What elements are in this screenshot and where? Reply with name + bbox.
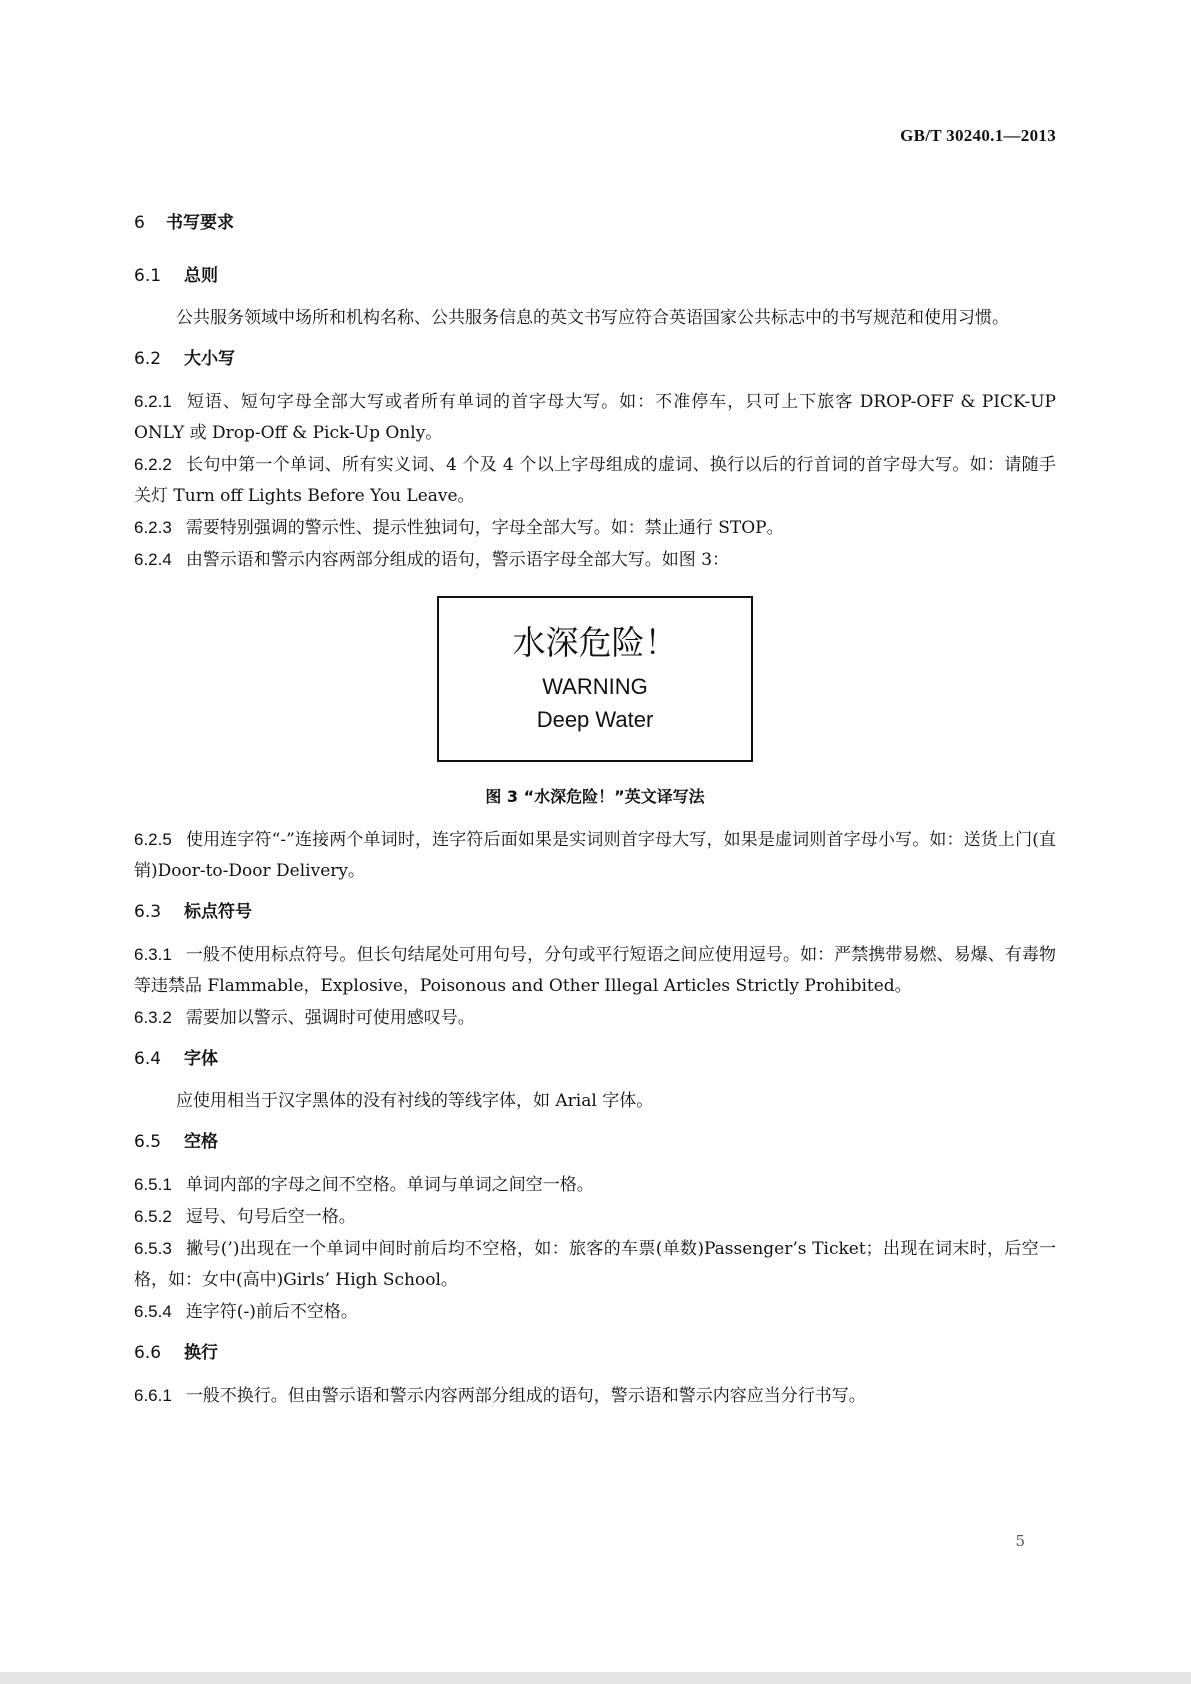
section-6-3-heading [134, 899, 1056, 925]
clause-6-2-3 [134, 512, 1056, 544]
section-number: 6.2 [134, 349, 162, 369]
clause-text: 单词内部的字母之间不空格。单词与单词之间空一格。 [185, 1175, 594, 1195]
clause-6-2-4 [134, 544, 1056, 576]
section-number: 6.4 [134, 1049, 162, 1069]
clause-6-2-2 [134, 449, 1056, 512]
section-6-5-heading [134, 1129, 1056, 1155]
section-number: 6.6 [134, 1343, 162, 1363]
clause-text: 需要特别强调的警示性、提示性独词句，字母全部大写。如：禁止通行 STOP。 [185, 518, 784, 538]
sign-warning-text: WARNING [542, 674, 648, 699]
section-6-heading [134, 210, 1056, 236]
clause-number: 6.2.4 [134, 550, 172, 569]
page-number: 5 [1015, 1532, 1025, 1550]
paragraph-6-4: 应使用相当于汉字黑体的没有衬线的等线字体，如 Arial 字体。 [176, 1091, 654, 1111]
clause-number: 6.3.1 [134, 945, 172, 964]
section-6-6-heading [134, 1340, 1056, 1366]
clause-text: 长句中第一个单词、所有实义词、4 个及 4 个以上字母组成的虚词、换行以后的行首词的首字母大写。如：请随手关灯 Turn off Lights Before You Leave。 [134, 455, 1056, 506]
section-6-1-heading [134, 263, 1056, 289]
clause-6-2-1 [134, 386, 1056, 449]
clause-number: 6.2.5 [134, 830, 172, 849]
section-title: 书写要求 [166, 213, 234, 233]
page-bottom-edge [0, 1672, 1191, 1684]
clause-number: 6.2.3 [134, 518, 172, 537]
clause-6-5-3 [134, 1233, 1056, 1296]
clause-number: 6.6.1 [134, 1386, 172, 1405]
warning-sign-figure [437, 596, 753, 762]
section-title: 大小写 [184, 349, 235, 369]
document-body [134, 210, 1056, 1412]
clause-number: 6.5.1 [134, 1175, 172, 1194]
clause-text: 使用连字符“-”连接两个单词时，连字符后面如果是实词则首字母大写，如果是虚词则首字母小写。如：送货上门(直销)Door-to-Door Delivery。 [134, 830, 1056, 881]
clause-text: 逗号、句号后空一格。 [185, 1207, 356, 1227]
sign-content-text: Deep Water [536, 707, 654, 732]
clause-6-6-1 [134, 1380, 1056, 1412]
clause-text: 由警示语和警示内容两部分组成的语句，警示语字母全部大写。如图 3： [185, 550, 730, 570]
clause-6-3-1 [134, 939, 1056, 1002]
section-6-2-heading [134, 346, 1056, 372]
figure-caption: 图 3 “水深危险！”英文译写法 [485, 787, 705, 806]
clause-number: 6.2.2 [134, 455, 172, 474]
section-6-4-heading [134, 1046, 1056, 1072]
clause-text: 一般不使用标点符号。但长句结尾处可用句号，分句或平行短语之间应使用逗号。如：严禁携带易燃、易爆、有毒物等违禁品 Flammable，Explosive，Poisonous and Other Illegal Articles Strictly Prohibited。 [134, 945, 1056, 996]
clause-6-3-2 [134, 1002, 1056, 1034]
standard-code: GB/T 30240.1—2013 [900, 126, 1056, 145]
clause-number: 6.2.1 [134, 392, 172, 411]
section-title: 标点符号 [184, 902, 252, 922]
section-number: 6 [134, 213, 145, 233]
clause-6-5-1 [134, 1169, 1056, 1201]
section-number: 6.1 [134, 266, 162, 286]
clause-6-5-4 [134, 1296, 1056, 1328]
sign-chinese-text: 水深危险！ [512, 623, 678, 662]
clause-6-2-5 [134, 824, 1056, 887]
clause-number: 6.3.2 [134, 1008, 172, 1027]
clause-text: 短语、短句字母全部大写或者所有单词的首字母大写。如：不准停车，只可上下旅客 DROP-OFF & PICK-UP ONLY 或 Drop-Off & Pick-Up Only。 [134, 392, 1056, 443]
clause-number: 6.5.2 [134, 1207, 172, 1226]
section-title: 空格 [184, 1132, 218, 1152]
clause-text: 一般不换行。但由警示语和警示内容两部分组成的语句，警示语和警示内容应当分行书写。 [185, 1386, 866, 1406]
clause-number: 6.5.4 [134, 1302, 172, 1321]
section-number: 6.3 [134, 902, 162, 922]
section-title: 总则 [184, 266, 218, 286]
clause-number: 6.5.3 [134, 1239, 172, 1258]
paragraph-6-1: 公共服务领域中场所和机构名称、公共服务信息的英文书写应符合英语国家公共标志中的书写规范和使用习惯。 [176, 308, 1009, 328]
section-title: 换行 [184, 1343, 218, 1363]
clause-text: 需要加以警示、强调时可使用感叹号。 [185, 1008, 475, 1028]
clause-text: 撇号(’)出现在一个单词中间时前后均不空格，如：旅客的车票(单数)Passenger’s Ticket；出现在词末时，后空一格，如：女中(高中)Girls’ High School。 [134, 1239, 1056, 1290]
section-title: 字体 [184, 1049, 218, 1069]
section-number: 6.5 [134, 1132, 162, 1152]
clause-text: 连字符(-)前后不空格。 [185, 1302, 358, 1322]
clause-6-5-2 [134, 1201, 1056, 1233]
